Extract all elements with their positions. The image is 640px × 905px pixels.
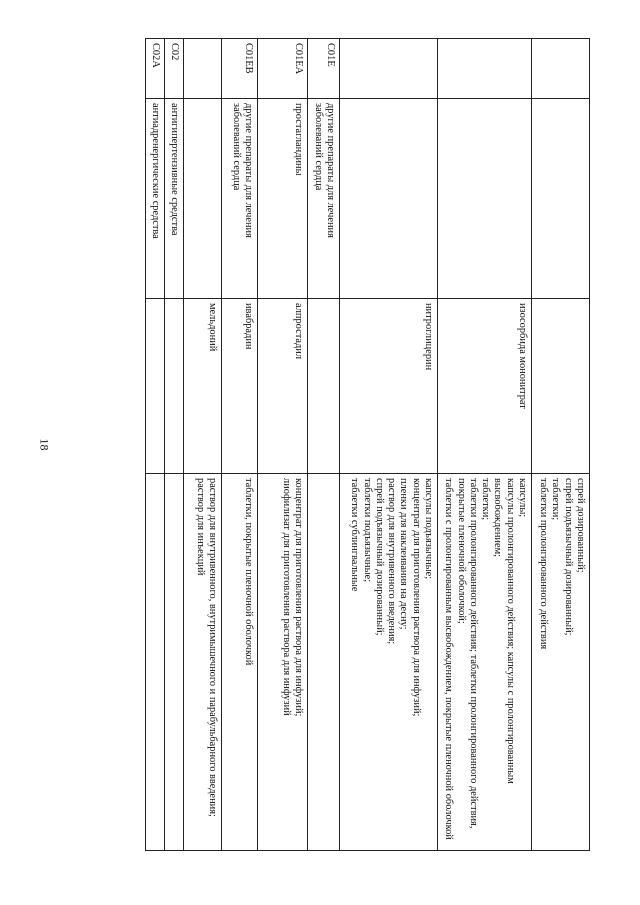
dosage-form-line: спрей подъязычный дозированный;	[373, 478, 385, 636]
atc-code-cell	[438, 39, 532, 99]
table-row	[340, 39, 438, 851]
drug-table	[145, 38, 590, 851]
dosage-forms-cell	[308, 474, 340, 851]
dosage-form-line: раствор для внутривенного, внутримышечного и парабульбарного введения; раствор для инъекций	[195, 478, 219, 817]
atc-code-cell: C01EA	[258, 39, 308, 99]
rotated-page	[90, 38, 590, 850]
dosage-forms-cell	[145, 474, 164, 851]
drug-name-cell	[145, 299, 164, 474]
dosage-forms-cell	[222, 474, 258, 851]
dosage-forms-cell	[438, 474, 532, 851]
atc-code-cell: C02A	[145, 39, 164, 99]
atc-group-cell: простагландины	[258, 99, 308, 299]
dosage-form-line: раствор для внутривенного введения;	[386, 478, 398, 645]
drug-name-cell: ивабрадин	[222, 299, 258, 474]
drug-name-cell: алпростадил	[258, 299, 308, 474]
drug-name-cell	[308, 299, 340, 474]
page-number: 18	[37, 438, 52, 451]
dosage-forms-cell	[258, 474, 308, 851]
drug-name-cell: изосорбида мононитрат	[438, 299, 532, 474]
drug-name-cell: нитроглицерин	[340, 299, 438, 474]
dosage-forms-cell	[532, 474, 590, 851]
dosage-form-line: пленки для наклеивания на десну;	[398, 478, 410, 630]
atc-group-cell: антигипертензивные средства	[165, 99, 184, 299]
atc-group-cell	[532, 99, 590, 299]
table-row	[438, 39, 532, 851]
atc-group-cell	[340, 99, 438, 299]
dosage-form-line: концентрат для приготовления раствора для инфузий;	[293, 478, 305, 717]
drug-name-cell	[165, 299, 184, 474]
dosage-form-line: таблетки пролонгированного действия	[538, 478, 550, 650]
atc-code-cell	[532, 39, 590, 99]
dosage-form-line: таблетки сублингвальные	[349, 478, 361, 592]
dosage-form-line: таблетки подъязычные;	[361, 478, 373, 583]
table-row	[184, 39, 222, 851]
dosage-form-line: капсулы пролонгированного действия; капсулы с пролонгированным высвобождением;	[492, 478, 516, 784]
table-row	[165, 39, 184, 851]
table-row	[532, 39, 590, 851]
atc-group-cell: антиадренергические средства	[145, 99, 164, 299]
dosage-form-line: спрей дозированный;	[575, 478, 586, 573]
dosage-form-line: спрей подъязычный дозированный;	[562, 478, 574, 636]
dosage-forms-cell	[165, 474, 184, 851]
drug-name-cell: мельдоний	[184, 299, 222, 474]
dosage-form-line: таблетки;	[550, 478, 562, 521]
table-row	[145, 39, 164, 851]
dosage-form-line: таблетки с пролонгированным высвобождением, покрытые пленочной оболочкой	[443, 478, 455, 840]
atc-code-cell: C01EB	[222, 39, 258, 99]
dosage-forms-cell	[340, 474, 438, 851]
dosage-form-line: концентрат для приготовления раствора для инфузий;	[410, 478, 422, 717]
dosage-forms-cell	[184, 474, 222, 851]
atc-code-cell	[340, 39, 438, 99]
dosage-form-line: таблетки пролонгированного действия; таблетки пролонгированного действия, покрытые пленочной оболочкой;	[455, 478, 479, 829]
table-row	[222, 39, 258, 851]
dosage-form-line: таблетки, покрытые пленочной оболочкой	[243, 478, 255, 666]
atc-group-cell: другие препараты для лечения заболеваний сердца	[308, 99, 340, 299]
table-row	[258, 39, 308, 851]
atc-code-cell: C01E	[308, 39, 340, 99]
dosage-form-line: лиофилизат для приготовления раствора для инфузий	[281, 478, 293, 716]
atc-code-cell: C02	[165, 39, 184, 99]
drug-name-cell	[532, 299, 590, 474]
atc-group-cell	[184, 99, 222, 299]
atc-code-cell	[184, 39, 222, 99]
table-row	[308, 39, 340, 851]
atc-group-cell: другие препараты для лечения заболеваний сердца	[222, 99, 258, 299]
dosage-form-line: капсулы;	[517, 478, 528, 518]
drug-table-body	[145, 39, 589, 851]
atc-group-cell	[438, 99, 532, 299]
dosage-form-line: капсулы подъязычные;	[423, 478, 434, 580]
dosage-form-line: таблетки;	[480, 478, 492, 521]
